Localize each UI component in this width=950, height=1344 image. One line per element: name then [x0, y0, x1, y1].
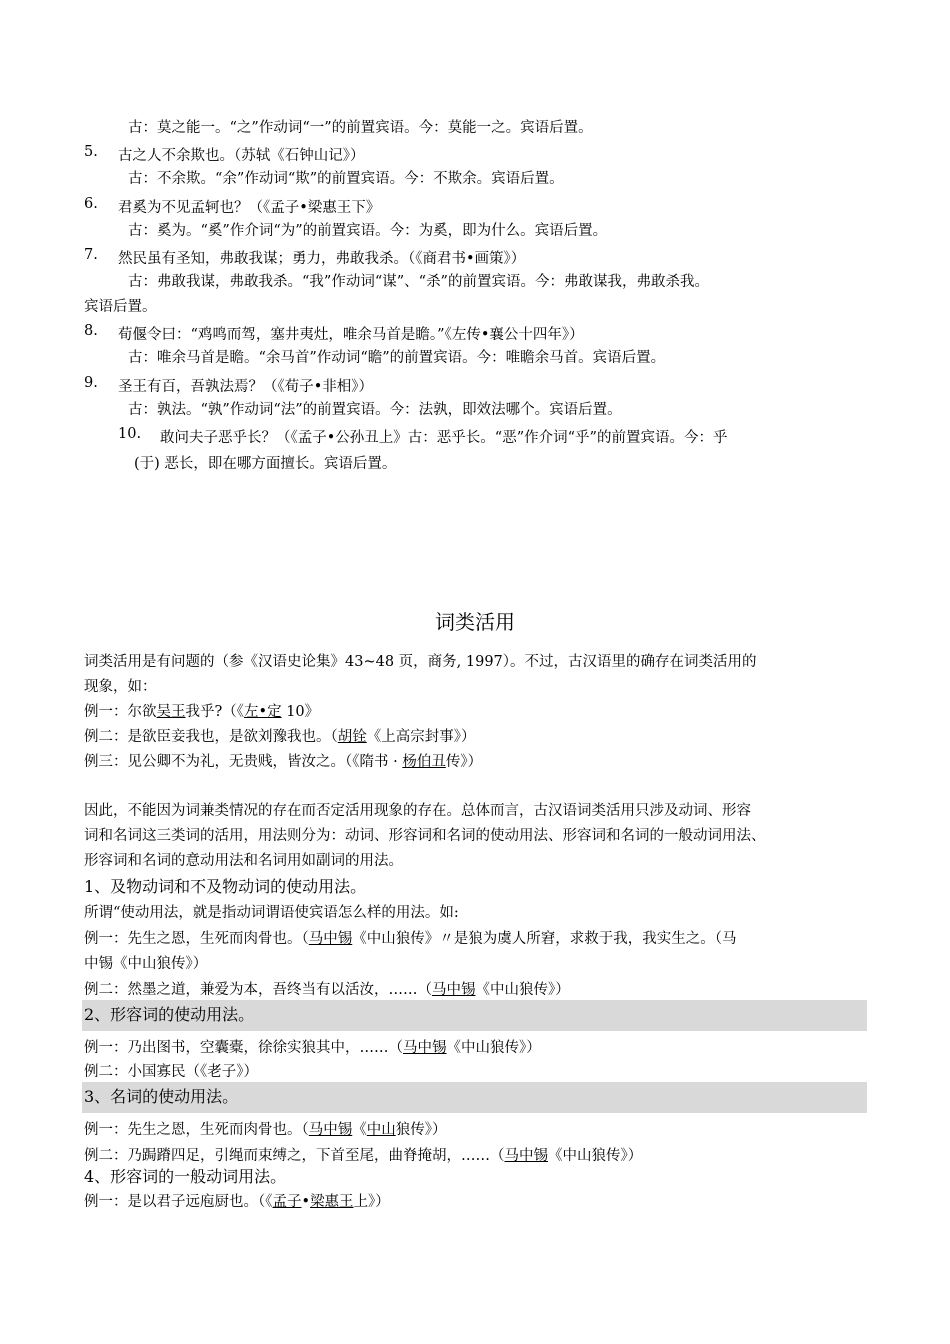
text: 例一：是以君子远庖厨也。（《	[84, 1194, 273, 1210]
h3-example-2	[84, 1146, 642, 1166]
h3-example-1	[84, 1120, 447, 1140]
underlined-name: 胡铨	[337, 729, 367, 745]
text: 例一：先生之恩，生死而肉骨也。（	[84, 1122, 309, 1138]
text: 《	[352, 1122, 367, 1138]
example-3	[84, 752, 482, 772]
item-number: 9.	[84, 375, 98, 391]
h1-example-1	[84, 929, 737, 949]
section-title: 词类活用	[435, 610, 515, 634]
item-text: 敢问夫子恶乎长？（《孟子•公孙丑上》古：恶乎长。“恶”作介词“乎”的前置宾语。今：乎	[160, 430, 728, 446]
answer-line-6: 古：奚为。“奚”作介词“为”的前置宾语。今：为奚，即为什么。宾语后置。	[128, 223, 608, 239]
underlined-name: 马中锡	[308, 1122, 353, 1138]
underlined-name: 马中锡	[403, 1040, 447, 1056]
underlined-name: 孟子	[272, 1194, 302, 1210]
text: 例二：是欲臣妾我也，是欲刘豫我也。（	[84, 729, 338, 745]
text: 例一：先生之恩，生死而肉骨也。（	[84, 931, 309, 947]
answer-line-5: 古：不余欺。“余”作动词“欺”的前置宾语。今：不欺余。宾语后置。	[128, 171, 564, 187]
definition: 所谓“使动用法，就是指动词谓语使宾语怎么样的用法。如:	[84, 905, 459, 921]
text: 例三：见公卿不为礼，无贵贱，皆汝之。（《隋书 ·	[84, 754, 403, 770]
answer-line-8: 古：唯余马首是瞻。“余马首”作动词“瞻”的前置宾语。今：唯瞻余马首。宾语后置。	[128, 350, 666, 366]
text: 《中山狼传》〃是狼为虞人所窘，求救于我，我实生之。（马	[352, 931, 737, 947]
underlined-name: 马中锡	[504, 1148, 548, 1164]
text: 10》	[281, 704, 320, 720]
heading-2: 2、形容词的使动用法。	[84, 1005, 255, 1024]
text: 《中山狼传》）	[548, 1148, 643, 1164]
underlined-name: 左	[244, 704, 259, 720]
text: 例一：乃出图书，空囊橐，徐徐实狼其中，……（	[84, 1040, 403, 1056]
item-number: 8.	[84, 323, 98, 339]
answer-line-9: 古：孰法。“孰”作动词“法”的前置宾语。今：法孰，即效法哪个。宾语后置。	[128, 402, 622, 418]
item-text: 然民虽有圣知，弗敢我谋；勇力，弗敢我杀。（《商君书•画策》）	[118, 251, 526, 267]
text: 《中山狼传》）	[475, 982, 570, 998]
text: 例一：尔欲	[84, 704, 157, 720]
heading-3: 3、名词的使动用法。	[84, 1087, 239, 1106]
underlined-name: 中山	[366, 1122, 396, 1138]
h2-example-2: 例二：小国寡民（《老子》）	[84, 1064, 258, 1080]
paragraph-line-1: 因此，不能因为词兼类情况的存在而否定活用现象的存在。总体而言，古汉语词类活用只涉及动词、形容	[84, 803, 751, 819]
item-number: 10.	[118, 426, 142, 442]
item-text: 君奚为不见孟轲也？（《孟子•梁惠王下》	[118, 200, 381, 216]
example-1	[84, 702, 319, 722]
text: 《上高宗封事》）	[366, 729, 476, 745]
answer-line-4: 古：莫之能一。“之”作动词“一”的前置宾语。今：莫能一之。宾语后置。	[128, 120, 593, 136]
heading-4: 4、形容词的一般动词用法。	[84, 1167, 287, 1186]
text: •	[301, 1194, 311, 1210]
h2-example-1	[84, 1038, 541, 1058]
item-text: 古之人不余欺也。（苏轼《石钟山记》）	[118, 148, 365, 164]
text: 《中山狼传》）	[446, 1040, 541, 1056]
h1-example-2	[84, 980, 570, 1000]
text: 例二：然墨之道，兼爱为本，吾终当有以活汝，……（	[84, 982, 432, 998]
underlined-name: 吴王	[156, 704, 186, 720]
answer-line-7: 古：弗敢我谋，弗敢我杀。“我”作动词“谋”、“杀”的前置宾语。今：弗敢谋我，弗敢杀我。	[128, 274, 709, 290]
text: 我乎?（《	[185, 704, 245, 720]
paragraph-line-3: 形容词和名词的意动用法和名词用如副词的用法。	[84, 853, 403, 869]
item-number: 7.	[84, 247, 98, 263]
underlined-name: 杨伯丑	[402, 754, 446, 770]
item-number: 6.	[84, 196, 98, 212]
intro-line-1: 词类活用是有问题的（参《汉语史论集》43~48 页，商务, 1997）。不过，古汉语里的确存在词类活用的	[84, 654, 757, 670]
text: 上》）	[353, 1194, 390, 1210]
example-2	[84, 727, 476, 747]
heading-1: 1、及物动词和不及物动词的使动用法。	[84, 877, 367, 896]
answer-line-7-cont: 宾语后置。	[84, 299, 157, 315]
intro-line-2: 现象，如：	[84, 679, 157, 695]
item-text: 荀偃令曰：“鸡鸣而驾，塞井夷灶，唯余马首是瞻。”《左传•襄公十四年》）	[118, 327, 584, 343]
text: •	[258, 704, 268, 720]
text: 例二：乃跼蹐四足，引绳而束缚之，下首至尾，曲脊掩胡，……（	[84, 1148, 505, 1164]
paragraph-line-2: 词和名词这三类词的活用，用法则分为：动词、形容词和名词的使动用法、形容词和名词的一般动词用法、	[84, 828, 766, 844]
item-number: 5.	[84, 144, 98, 160]
underlined-name: 马中锡	[432, 982, 476, 998]
item-text-cont: (于) 恶长，即在哪方面擅长。宾语后置。	[134, 456, 397, 472]
h4-example-1	[84, 1192, 390, 1212]
h1-example-1-cont: 中锡《中山狼传》）	[84, 956, 208, 972]
underlined-name: 梁惠王	[310, 1194, 354, 1210]
text: 狼传》）	[395, 1122, 447, 1138]
underlined-name: 马中锡	[308, 931, 353, 947]
item-text: 圣王有百，吾孰法焉？（《荀子•非相》）	[118, 379, 374, 395]
text: 传》）	[445, 754, 483, 770]
underlined-name: 定	[267, 704, 282, 720]
